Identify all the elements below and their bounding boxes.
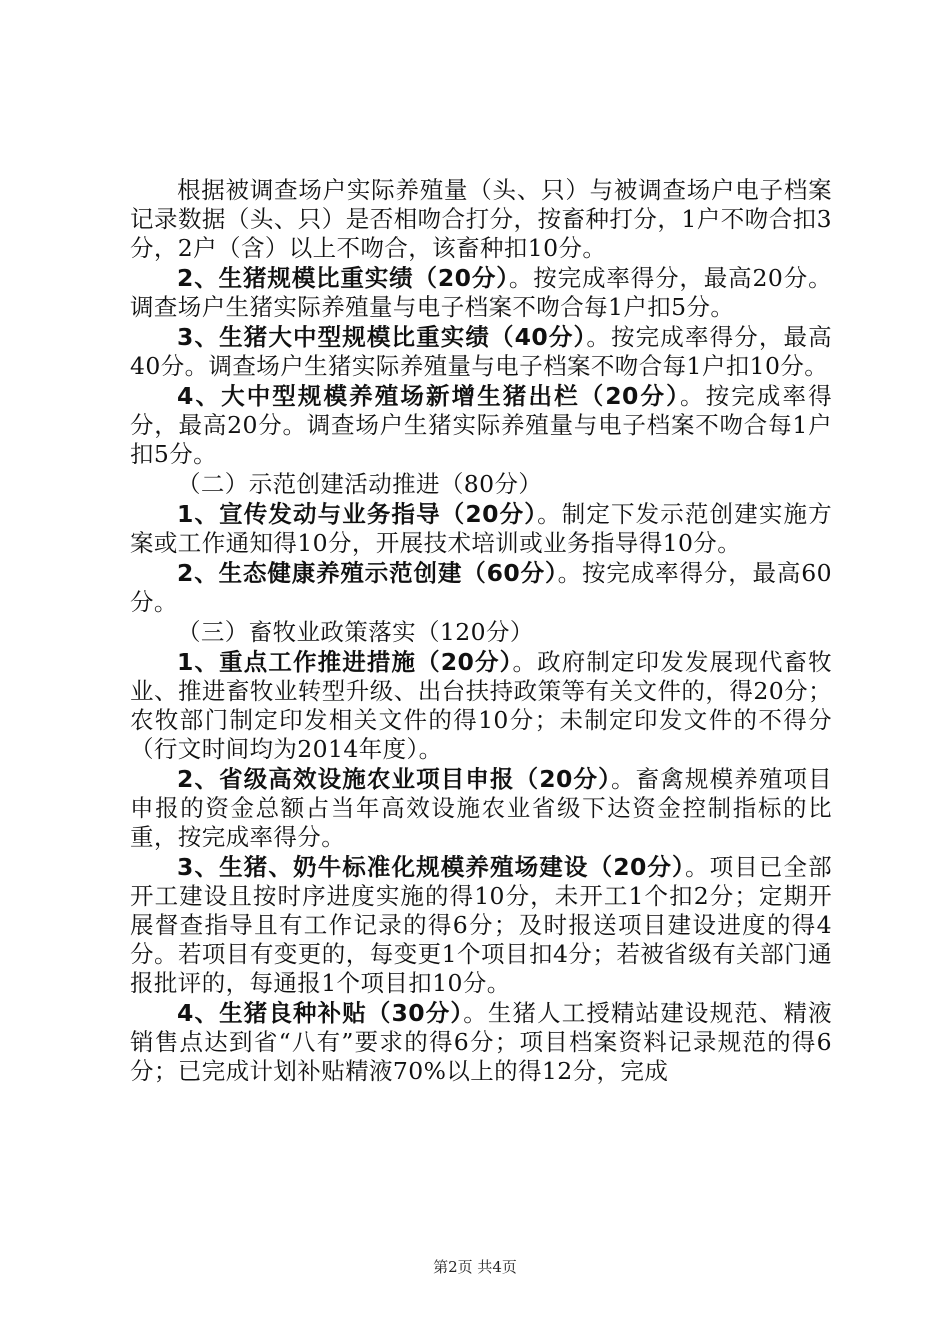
paragraph-heading: 3、生猪、奶牛标准化规模养殖场建设（20分） (177, 853, 685, 881)
paragraph-heading: 1、重点工作推进措施（20分） (177, 648, 513, 676)
page-footer: 第2页 共4页 (433, 1258, 517, 1276)
paragraph-8: 2、省级高效设施农业项目申报（20分）。畜禽规模养殖项目申报的资金总额占当年高效设施农业省级下达资金控制指标的比重，按完成率得分。 (130, 765, 832, 851)
paragraph-heading: 4、大中型规模养殖场新增生猪出栏（20分） (177, 382, 681, 410)
paragraph-heading: 4、生猪良种补贴（30分） (177, 999, 464, 1027)
paragraph-5: 1、宣传发动与业务指导（20分）。制定下发示范创建实施方案或工作通知得10分，开展技术培训或业务指导得10分。 (130, 500, 832, 557)
paragraph-9: 3、生猪、奶牛标准化规模养殖场建设（20分）。项目已全部开工建设且按时序进度实施的得10分，未开工1个扣2分；定期开展督查指导且有工作记录的得6分；及时报送项目建设进度的得4分。若项目有变更的，每变更1个项目扣4分；若被省级有关部门通报批评的，每通报1个项目扣10分。 (130, 853, 832, 997)
paragraph-10: 4、生猪良种补贴（30分）。生猪人工授精站建设规范、精液销售点达到省“八有”要求的得6分；项目档案资料记录规范的得6分；已完成计划补贴精液70%以上的得12分，完成 (130, 999, 832, 1085)
paragraph-2: 2、生猪规模比重实绩（20分）。按完成率得分，最高20分。调查场户生猪实际养殖量与电子档案不吻合每1户扣5分。 (130, 264, 832, 321)
document-body (130, 176, 832, 1086)
paragraph-heading: 2、生猪规模比重实绩（20分） (177, 264, 509, 292)
section-heading-2: （二）示范创建活动推进（80分） (177, 470, 543, 498)
paragraph-1: 根据被调查场户实际养殖量（头、只）与被调查场户电子档案记录数据（头、只）是否相吻合打分，按畜种打分，1户不吻合扣3分，2户（含）以上不吻合，该畜种扣10分。 (130, 176, 832, 262)
paragraph-4: 4、大中型规模养殖场新增生猪出栏（20分）。按完成率得分，最高20分。调查场户生猪实际养殖量与电子档案不吻合每1户扣5分。 (130, 382, 832, 468)
paragraph-heading: 2、生态健康养殖示范创建（60分） (177, 559, 558, 587)
paragraph-3: 3、生猪大中型规模比重实绩（40分）。按完成率得分，最高40分。调查场户生猪实际养殖量与电子档案不吻合每1户扣10分。 (130, 323, 832, 380)
paragraph-7: 1、重点工作推进措施（20分）。政府制定印发发展现代畜牧业、推进畜牧业转型升级、出台扶持政策等有关文件的，得20分；农牧部门制定印发相关文件的得10分；未制定印发文件的不得分（行文时间均为2014年度）。 (130, 648, 832, 763)
paragraph-heading: 1、宣传发动与业务指导（20分） (177, 500, 538, 528)
paragraph-6: 2、生态健康养殖示范创建（60分）。按完成率得分，最高60分。 (130, 559, 832, 616)
section-heading-3: （三）畜牧业政策落实（120分） (177, 618, 534, 646)
paragraph-heading: 2、省级高效设施农业项目申报（20分） (177, 765, 612, 793)
paragraph-heading: 3、生猪大中型规模比重实绩（40分） (177, 323, 587, 351)
